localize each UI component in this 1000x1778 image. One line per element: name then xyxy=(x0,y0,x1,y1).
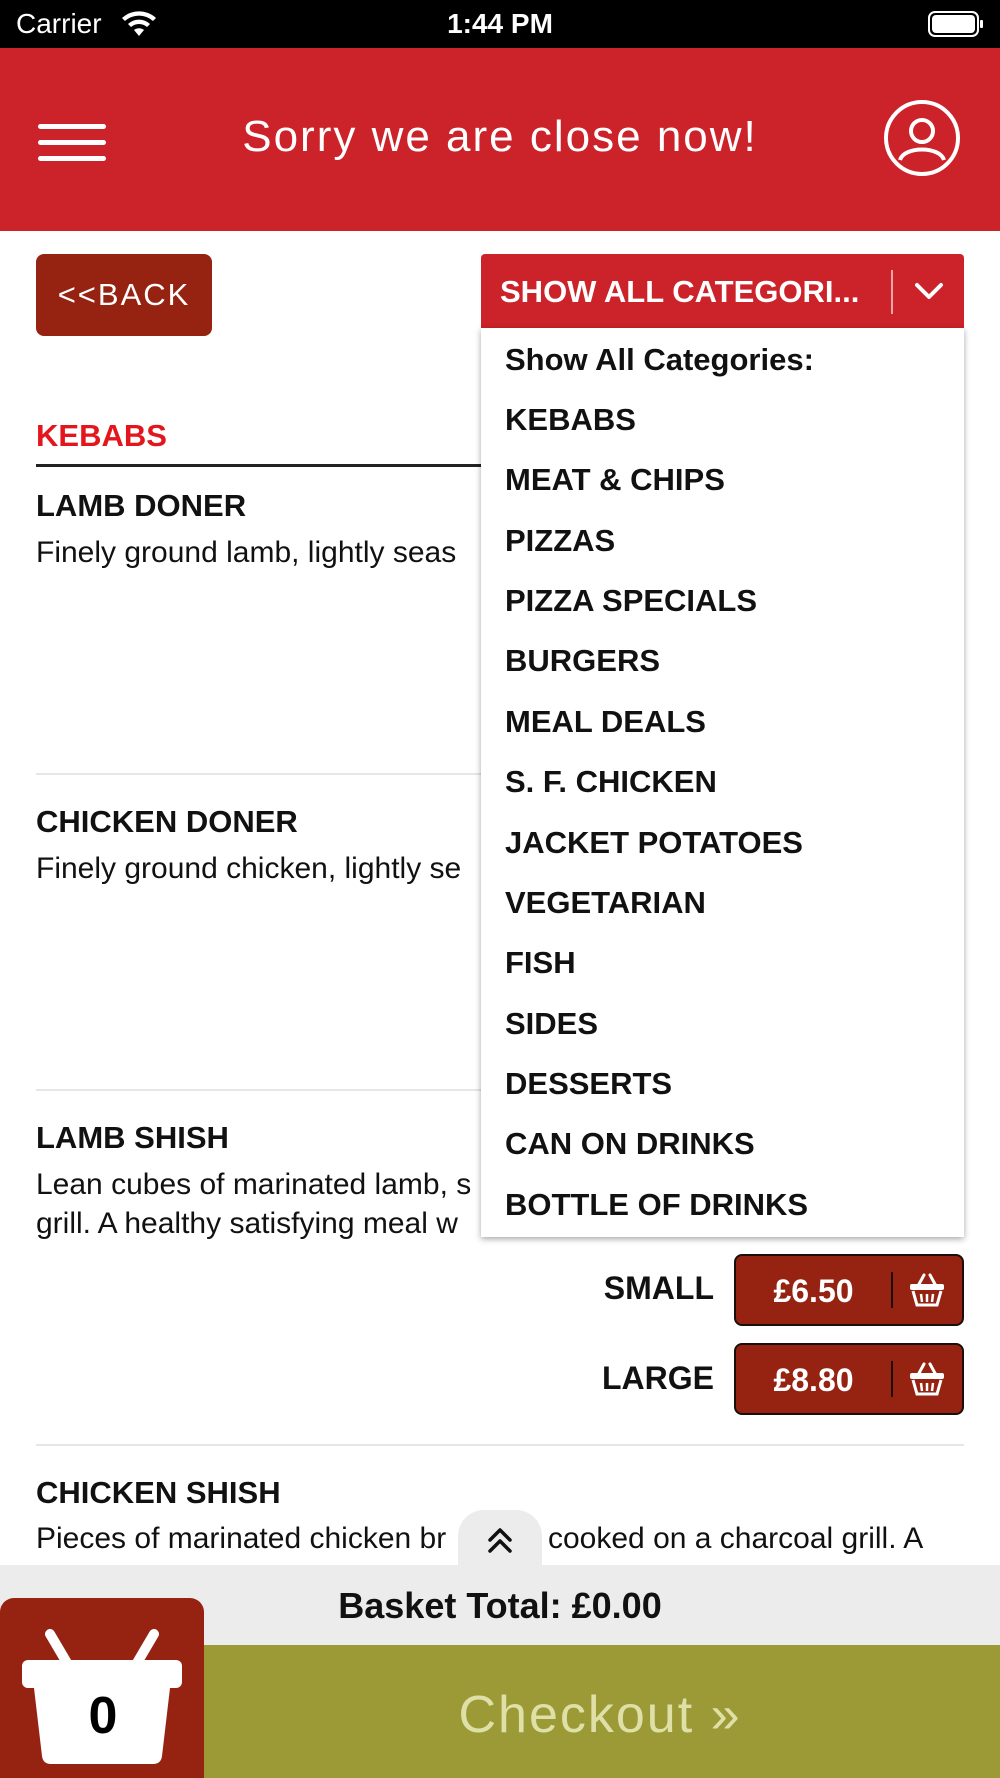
price-label: £6.50 xyxy=(773,1273,854,1309)
item-name: CHICKEN DONER xyxy=(36,804,298,839)
add-large-to-basket-button[interactable] xyxy=(734,1343,964,1415)
size-label-large: LARGE xyxy=(602,1360,714,1396)
category-option-can-on-drinks[interactable]: CAN ON DRINKS xyxy=(505,1126,755,1161)
basket-button[interactable] xyxy=(0,1598,204,1778)
header-title: Sorry we are close now! xyxy=(242,112,758,161)
category-option-sf-chicken[interactable]: S. F. CHICKEN xyxy=(505,764,717,799)
item-description: Finely ground lamb, lightly seas xyxy=(36,536,457,569)
item-description: grill. A healthy satisfying meal w xyxy=(36,1207,458,1240)
category-option-meal-deals[interactable]: MEAL DEALS xyxy=(505,704,706,739)
category-select-value: SHOW ALL CATEGORI... xyxy=(500,274,860,309)
category-option-bottle-of-drinks[interactable]: BOTTLE OF DRINKS xyxy=(505,1187,809,1222)
item-name: LAMB DONER xyxy=(36,488,247,523)
category-option-jacket-potatoes[interactable]: JACKET POTATOES xyxy=(505,825,803,860)
item-description: Lean cubes of marinated lamb, s xyxy=(36,1168,472,1201)
battery-icon xyxy=(928,11,984,37)
category-dropdown-list xyxy=(481,328,964,1237)
section-divider xyxy=(36,464,481,467)
size-label-small: SMALL xyxy=(603,1270,714,1306)
add-small-to-basket-button[interactable] xyxy=(734,1254,964,1326)
item-name: LAMB SHISH xyxy=(36,1120,229,1155)
section-title: KEBABS xyxy=(36,418,167,453)
chevron-down-icon xyxy=(911,276,947,306)
price-label: £8.80 xyxy=(773,1362,854,1398)
basket-total: Basket Total: £0.00 xyxy=(338,1585,662,1626)
price-separator xyxy=(891,1272,893,1308)
category-option-burgers[interactable]: BURGERS xyxy=(505,643,661,678)
profile-icon[interactable] xyxy=(882,98,962,178)
item-description: cooked on a charcoal grill. A xyxy=(548,1522,924,1555)
category-option-sides[interactable]: SIDES xyxy=(505,1006,599,1041)
category-option-pizzas[interactable]: PIZZAS xyxy=(505,523,616,558)
item-name: CHICKEN SHISH xyxy=(36,1475,281,1510)
item-description: Pieces of marinated chicken br xyxy=(36,1522,447,1555)
category-option-pizza-specials[interactable]: PIZZA SPECIALS xyxy=(505,583,758,618)
carrier-label: Carrier xyxy=(16,8,102,39)
status-bar xyxy=(0,0,1000,48)
category-option-vegetarian[interactable]: VEGETARIAN xyxy=(505,885,706,920)
app-header xyxy=(0,48,1000,231)
status-time: 1:44 PM xyxy=(447,8,553,39)
item-divider xyxy=(36,1444,964,1446)
category-option-show-all[interactable]: Show All Categories: xyxy=(505,342,814,377)
item-description: Finely ground chicken, lightly se xyxy=(36,852,462,885)
scroll-to-top-button[interactable] xyxy=(458,1510,542,1570)
category-option-kebabs[interactable]: KEBABS xyxy=(505,402,636,437)
price-separator xyxy=(891,1361,893,1397)
select-divider xyxy=(891,270,893,314)
double-chevron-up-icon xyxy=(482,1524,518,1556)
category-option-fish[interactable]: FISH xyxy=(505,945,576,980)
basket-count: 0 xyxy=(88,1687,118,1745)
checkout-label: Checkout » xyxy=(458,1686,742,1744)
basket-icon xyxy=(908,1361,946,1397)
category-select[interactable] xyxy=(481,254,964,328)
category-option-meat-chips[interactable]: MEAT & CHIPS xyxy=(505,462,725,497)
back-button[interactable]: <<BACK xyxy=(36,254,212,336)
basket-icon xyxy=(908,1272,946,1308)
category-option-desserts[interactable]: DESSERTS xyxy=(505,1066,673,1101)
